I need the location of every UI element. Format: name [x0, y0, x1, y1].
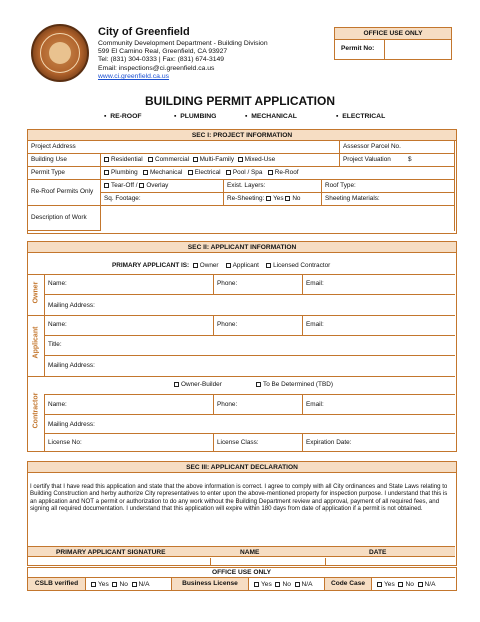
building-use-options	[101, 154, 340, 167]
sec1-title: SEC I: PROJECT INFORMATION	[28, 130, 456, 141]
office-use-box-bottom	[27, 567, 457, 591]
apn-field[interactable]: Assessor Parcel No.	[340, 141, 455, 154]
sheeting-materials-field[interactable]: Sheeting Materials:	[322, 193, 455, 206]
project-valuation-field[interactable]: Project Valuation $	[340, 154, 455, 167]
code-case-options	[377, 581, 436, 588]
applicant-mailing-field[interactable]: Mailing Address:	[48, 362, 95, 369]
code-case-label: Code Case	[324, 578, 372, 590]
exist-layers-field[interactable]: Exist. Layers:	[224, 180, 322, 193]
description-label: Description of Work	[28, 206, 101, 231]
website-link[interactable]: www.ci.greenfield.ca.us	[98, 73, 170, 80]
owner-builder-checkbox[interactable]: Owner-Builder	[174, 381, 222, 388]
business-no-checkbox[interactable]: No	[275, 581, 290, 588]
applicant-phone-field[interactable]: Phone:	[217, 321, 238, 328]
reroof-only-label: Re-Roof Permits Only	[28, 180, 101, 206]
residential-checkbox[interactable]: Residential	[104, 156, 143, 163]
signature-label: PRIMARY APPLICANT SIGNATURE	[56, 549, 166, 556]
applicant-side-label: Applicant	[32, 326, 40, 359]
office-use-bottom-title: OFFICE USE ONLY	[28, 568, 455, 578]
applicant-email-field[interactable]: Email:	[306, 321, 324, 328]
reroof-checkbox[interactable]: Re-Roof	[268, 169, 299, 176]
date-label: DATE	[369, 549, 387, 556]
section-declaration	[27, 461, 457, 566]
department-line: Community Development Department - Building Division	[98, 40, 268, 47]
declaration-text: I certify that I have read this application and state that the above information is correct. I agree to comply with all City ordinances and State Laws relating to Building Construction and herby authorize City representatives to enter upon the above-mentioned property for inspection purpose. I understand that this is an application and NOT a permit or authorization to do any work without the Building Department review and approval, payment of all required fees, and signing all required documentation. I understand that this application will expire within 180 days from date of application if a permit is not obtained.	[30, 483, 448, 512]
section-applicant-info	[27, 241, 457, 452]
section-project-info	[27, 129, 457, 234]
code-yes-checkbox[interactable]: Yes	[377, 581, 395, 588]
building-use-label: Building Use	[28, 154, 101, 167]
tearoff-checkbox[interactable]: Tear-Off /	[104, 182, 138, 189]
overlay-checkbox[interactable]: Overlay	[139, 182, 168, 189]
applicant-title-field[interactable]: Title:	[48, 341, 62, 348]
city-seal-logo	[31, 24, 89, 82]
email-line: Email: inspections@ci.greenfield.ca.us	[98, 65, 215, 72]
commercial-checkbox[interactable]: Commercial	[148, 156, 189, 163]
phone-fax-line: Tel: (831) 304-0333 | Fax: (831) 674-3149	[98, 56, 225, 63]
office-use-box-top	[334, 27, 452, 60]
plumbing-checkbox[interactable]: Plumbing	[104, 169, 138, 176]
sec2-title: SEC II: APPLICANT INFORMATION	[28, 242, 456, 253]
resheeting-field: Re-Sheeting: Yes No	[224, 193, 322, 206]
cslb-na-checkbox[interactable]: N/A	[132, 581, 150, 588]
owner-phone-field[interactable]: Phone:	[217, 280, 238, 287]
primary-applicant-row: PRIMARY APPLICANT IS: Owner Applicant Licensed Contractor	[112, 262, 331, 269]
code-no-checkbox[interactable]: No	[398, 581, 413, 588]
business-license-label: Business License	[171, 578, 249, 590]
date-field[interactable]	[326, 558, 455, 566]
primary-owner-checkbox[interactable]: Owner	[193, 262, 219, 269]
contractor-mailing-field[interactable]: Mailing Address:	[48, 421, 95, 428]
type-mechanical: ▪ MECHANICAL	[245, 113, 297, 120]
cslb-options	[91, 581, 150, 588]
resheeting-no-checkbox[interactable]: No	[285, 195, 300, 202]
roof-type-field[interactable]: Roof Type:	[322, 180, 455, 193]
resheeting-yes-checkbox[interactable]: Yes	[266, 195, 283, 202]
address-line: 599 El Camino Real, Greenfield, CA 93927	[98, 48, 228, 55]
owner-email-field[interactable]: Email:	[306, 280, 324, 287]
name-label: NAME	[240, 549, 260, 556]
business-yes-checkbox[interactable]: Yes	[254, 581, 272, 588]
primary-contractor-checkbox[interactable]: Licensed Contractor	[266, 262, 330, 269]
name-field[interactable]	[211, 558, 326, 566]
business-na-checkbox[interactable]: N/A	[295, 581, 313, 588]
multifamily-checkbox[interactable]: Multi-Family	[193, 156, 234, 163]
office-use-title: OFFICE USE ONLY	[335, 28, 451, 40]
license-no-field[interactable]: License No:	[48, 439, 82, 446]
type-reroof: ▪ RE-ROOF	[104, 113, 142, 120]
mechanical-checkbox[interactable]: Mechanical	[143, 169, 182, 176]
business-options	[254, 581, 313, 588]
pool-spa-checkbox[interactable]: Pool / Spa	[226, 169, 263, 176]
description-field[interactable]	[101, 206, 455, 231]
cslb-label: CSLB verified	[28, 578, 86, 590]
type-electrical: ▪ ELECTRICAL	[336, 113, 386, 120]
primary-applicant-checkbox[interactable]: Applicant	[226, 262, 259, 269]
cslb-no-checkbox[interactable]: No	[112, 581, 127, 588]
contractor-phone-field[interactable]: Phone:	[217, 401, 238, 408]
sq-footage-field[interactable]: Sq. Footage:	[101, 193, 224, 206]
project-address-field[interactable]: Project Address	[28, 141, 340, 154]
contractor-name-field[interactable]: Name:	[48, 401, 67, 408]
permit-type-options	[101, 167, 455, 180]
owner-name-field[interactable]: Name:	[48, 280, 67, 287]
owner-side-label: Owner	[32, 281, 40, 304]
applicant-name-field[interactable]: Name:	[48, 321, 67, 328]
contractor-side-label: Contractor	[32, 392, 40, 429]
contractor-email-field[interactable]: Email:	[306, 401, 324, 408]
city-name: City of Greenfield	[98, 26, 190, 38]
signature-header-bar	[28, 546, 455, 557]
tbd-checkbox[interactable]: To Be Determined (TBD)	[256, 381, 333, 388]
permit-type-label: Permit Type	[28, 167, 101, 180]
permit-no-label: Permit No:	[335, 40, 385, 60]
electrical-checkbox[interactable]: Electrical	[188, 169, 221, 176]
form-title: BUILDING PERMIT APPLICATION	[145, 94, 335, 108]
signature-field[interactable]	[28, 558, 211, 566]
tearoff-overlay	[101, 180, 224, 193]
type-plumbing: ▪ PLUMBING	[174, 113, 217, 120]
code-na-checkbox[interactable]: N/A	[418, 581, 436, 588]
mixeduse-checkbox[interactable]: Mixed-Use	[238, 156, 276, 163]
sec3-title: SEC III: APPLICANT DECLARATION	[28, 462, 456, 473]
expiration-date-field[interactable]: Expiration Date:	[306, 439, 352, 446]
license-class-field[interactable]: License Class:	[217, 439, 259, 446]
cslb-yes-checkbox[interactable]: Yes	[91, 581, 109, 588]
owner-mailing-field[interactable]: Mailing Address:	[48, 302, 95, 309]
